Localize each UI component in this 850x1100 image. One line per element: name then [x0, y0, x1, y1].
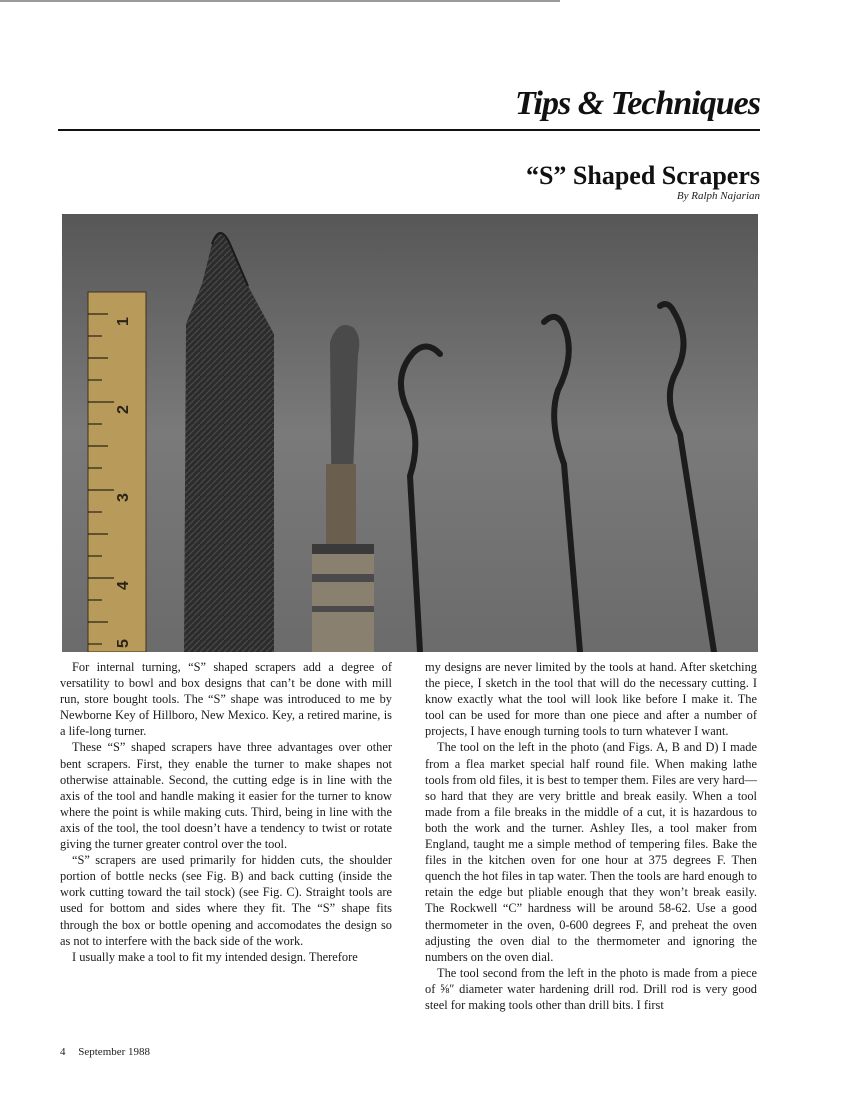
paragraph: The tool second from the left in the photo is made from a piece of ⅝″ diameter water hardening drill rod. Drill rod is very good steel for making tools other than drill bits. I first	[425, 965, 757, 1012]
ruler-number-1: 1	[115, 317, 132, 326]
page-footer	[60, 1046, 150, 1058]
paragraph: For internal turning, “S” shaped scrapers add a degree of versatility to bowl and box designs that can’t be done with mill run, store bought tools. The “S” shape was introduced to me by Newborne Key of Hillboro, New Mexico. Key, a retired marine, is a life-long turner.	[60, 660, 392, 739]
ruler	[88, 292, 146, 652]
paragraph: I usually make a tool to fit my intended design. Therefore	[72, 949, 358, 964]
ruler-number-4: 4	[115, 581, 132, 590]
ruler-number-2: 2	[115, 405, 132, 414]
section-title: Tips & Techniques	[515, 85, 760, 122]
section-rule	[58, 129, 760, 131]
article-column-left	[60, 659, 392, 965]
page-number: 4	[60, 1046, 66, 1058]
byline: By Ralph Najarian	[676, 190, 760, 202]
paragraph: my designs are never limited by the tools at hand. After sketching the piece, I sketch in the tool that will do the necessary cutting. I know exactly what the tool will look like before I make it. The tool can be used for more than one piece and after a number of projects, I have enough turning tools to turn whatever I want.	[425, 660, 757, 739]
tools-illustration	[62, 214, 758, 652]
article-title: “S” Shaped Scrapers	[525, 161, 760, 190]
ruler-number-5: 5	[115, 639, 132, 648]
paragraph: “S” scrapers are used primarily for hidden cuts, the shoulder portion of bottle necks (see Fig. B) and back cutting (inside the work cutting toward the tail stock) (see Fig. C). Straight tools are used for bottom and sides where they fit. The “S” shape fits through the box or bottle opening and accomodates the design so as not to interfere with the back side of the work.	[60, 853, 392, 948]
paragraph: These “S” shaped scrapers have three advantages over other bent scrapers. First, they enable the turner to make shapes not otherwise attainable. Second, the cutting edge is in line with the axis of the tool and handle making it easier for the turner to know where the point is while making cuts. Third, being in line with the axis of the tool, the tool doesn’t have a tendency to twist or rotate giving the turner greater control over the tool.	[60, 740, 392, 852]
article-column-right	[425, 659, 757, 1013]
issue-date: September 1988	[78, 1046, 151, 1058]
paragraph: The tool on the left in the photo (and Figs. A, B and D) I made from a flea market special half round file. When making lathe tools from old files, it is best to temper them. Files are very hard—so hard that they are very brittle and break easily. When a tool made from a file breaks in the middle of a cut, it is hazardous to both the work and the turner. Ashley Iles, a tool maker from England, taught me a simple method of tempering files. Bake the files in the kitchen oven for one hour at 375 degrees F. Then quench the hot files in tap water. Then the tools are hard enough to retain the edge but pliable enough that they won’t break easily. The Rockwell “C” hardness will be around 58-62. Use a good thermometer in the oven, 0-600 degrees F, and preheat the oven adjusting the oven dial to the thermometer and ignoring the numbers on the oven dial.	[425, 740, 757, 964]
ruler-number-3: 3	[115, 493, 132, 502]
tools-photo	[62, 214, 758, 652]
top-rule	[0, 0, 560, 2]
